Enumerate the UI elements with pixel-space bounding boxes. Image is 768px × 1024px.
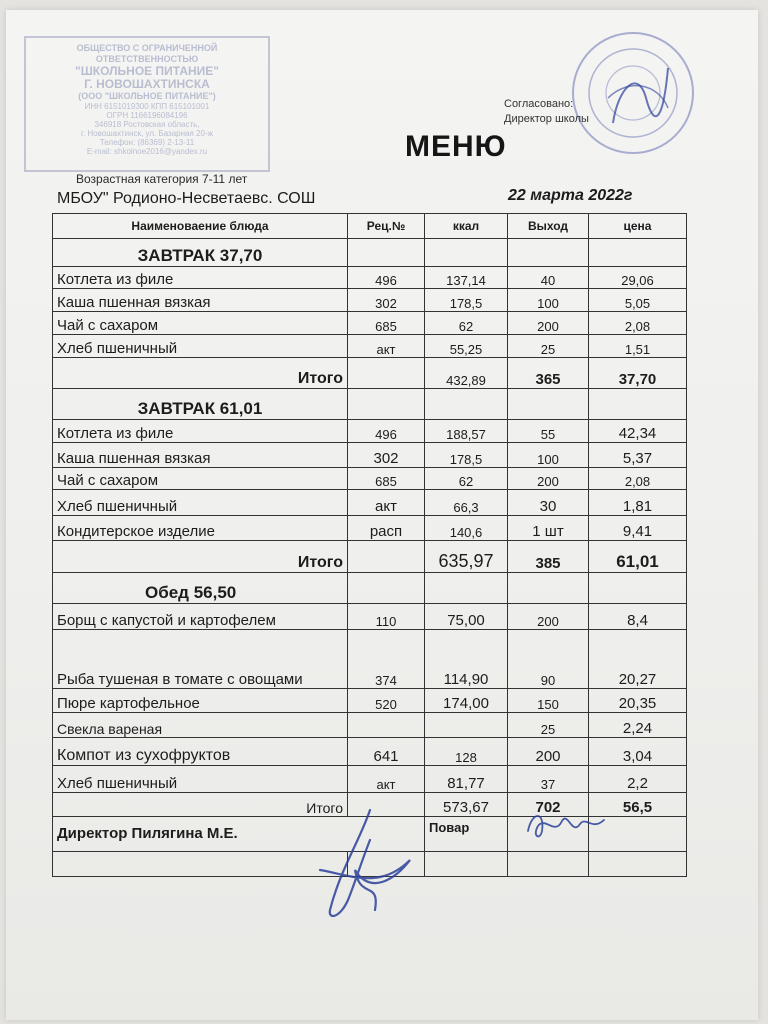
- page-title: МЕНЮ: [405, 130, 507, 163]
- kcal-value: 62: [425, 467, 508, 489]
- section-row: [53, 388, 687, 419]
- kcal-value: 114,90: [425, 630, 508, 689]
- table-row: [53, 630, 687, 689]
- output-value: 100: [508, 288, 589, 311]
- kcal-value: [425, 713, 508, 738]
- price-value: 3,04: [589, 738, 687, 765]
- output-value: 1 шт: [508, 516, 589, 541]
- total-price: 61,01: [589, 541, 687, 572]
- dish-name: Хлеб пшеничный: [53, 765, 348, 792]
- table-row: [53, 266, 687, 288]
- recipe-number: 302: [348, 443, 425, 467]
- output-value: 200: [508, 467, 589, 489]
- kcal-value: 66,3: [425, 489, 508, 515]
- total-kcal: 635,97: [425, 541, 508, 572]
- stamp-line: г. Новошахтинск, ул. Базарная 20-ж: [81, 129, 213, 138]
- output-value: 100: [508, 443, 589, 467]
- kcal-value: 178,5: [425, 288, 508, 311]
- price-value: 2,08: [589, 312, 687, 335]
- total-output: 702: [508, 792, 589, 816]
- recipe-number: расп: [348, 516, 425, 541]
- total-label: Итого: [53, 358, 348, 388]
- price-value: 8,4: [589, 604, 687, 630]
- table-row: [53, 489, 687, 515]
- header-price: цена: [589, 214, 687, 239]
- kcal-value: 75,00: [425, 604, 508, 630]
- total-kcal: 432,89: [425, 358, 508, 388]
- director-label: Директор Пилягина М.Е.: [53, 817, 425, 851]
- company-stamp: [24, 36, 270, 172]
- header-name: Наименоваение блюда: [53, 214, 348, 239]
- stamp-line: "ШКОЛЬНОЕ ПИТАНИЕ": [75, 64, 219, 78]
- recipe-number: 496: [348, 420, 425, 443]
- kcal-value: 140,6: [425, 516, 508, 541]
- table-row: [53, 713, 687, 738]
- price-value: 42,34: [589, 420, 687, 443]
- section-row: [53, 239, 687, 266]
- recipe-number: [348, 713, 425, 738]
- stamp-line: ОТВЕТСТВЕННОСТЬЮ: [95, 54, 199, 64]
- header-recipe: Рец.№: [348, 214, 425, 239]
- output-value: 30: [508, 489, 589, 515]
- stamp-line: Телефон: (86369) 2-13-11: [99, 138, 195, 147]
- section-title: ЗАВТРАК 61,01: [53, 388, 348, 419]
- recipe-number: акт: [348, 335, 425, 358]
- stamp-line: 346918 Ростовская область,: [94, 120, 200, 129]
- price-value: 5,37: [589, 443, 687, 467]
- menu-date: 22 марта 2022г: [508, 187, 633, 204]
- total-label: Итого: [53, 792, 348, 816]
- kcal-value: 55,25: [425, 335, 508, 358]
- stamp-line: Г. НОВОШАХТИНСКА: [84, 77, 210, 91]
- total-output: 365: [508, 358, 589, 388]
- table-row: [53, 288, 687, 311]
- dish-name: Каша пшенная вязкая: [53, 443, 348, 467]
- empty-row: [53, 851, 687, 876]
- recipe-number: 110: [348, 604, 425, 630]
- recipe-number: акт: [348, 489, 425, 515]
- stamp-line: E-mail: shkolnoe2016@yandex.ru: [86, 147, 208, 156]
- table-row: [53, 738, 687, 765]
- dish-name: Рыба тушеная в томате с овощами: [53, 630, 348, 689]
- price-value: 5,05: [589, 288, 687, 311]
- price-value: 2,08: [589, 467, 687, 489]
- recipe-number: 685: [348, 467, 425, 489]
- stamp-line: (ООО "ШКОЛЬНОЕ ПИТАНИЕ"): [78, 91, 216, 101]
- table-row: [53, 420, 687, 443]
- price-value: 29,06: [589, 266, 687, 288]
- kcal-value: 174,00: [425, 688, 508, 712]
- total-price: 56,5: [589, 792, 687, 816]
- kcal-value: 178,5: [425, 443, 508, 467]
- output-value: 25: [508, 335, 589, 358]
- table-row: [53, 467, 687, 489]
- kcal-value: 137,14: [425, 266, 508, 288]
- price-value: 9,41: [589, 516, 687, 541]
- stamp-line: ОГРН 1166196084196: [106, 111, 188, 120]
- table-row: [53, 604, 687, 630]
- output-value: 37: [508, 765, 589, 792]
- recipe-number: 302: [348, 288, 425, 311]
- dish-name: Хлеб пшеничный: [53, 489, 348, 515]
- output-value: 200: [508, 604, 589, 630]
- menu-table: [52, 213, 687, 877]
- recipe-number: 520: [348, 688, 425, 712]
- total-kcal: 573,67: [425, 792, 508, 816]
- output-value: 150: [508, 688, 589, 712]
- price-value: 2,24: [589, 713, 687, 738]
- table-row: [53, 443, 687, 467]
- output-value: 200: [508, 738, 589, 765]
- section-title: Обед 56,50: [53, 572, 348, 603]
- table-row: [53, 765, 687, 792]
- table-row: [53, 688, 687, 712]
- kcal-value: 188,57: [425, 420, 508, 443]
- dish-name: Компот из сухофруктов: [53, 738, 348, 765]
- table-row: [53, 335, 687, 358]
- price-value: 1,81: [589, 489, 687, 515]
- price-value: 20,27: [589, 630, 687, 689]
- dish-name: Чай с сахаром: [53, 467, 348, 489]
- dish-name: Хлеб пшеничный: [53, 335, 348, 358]
- age-category: Возрастная категория 7-11 лет: [76, 172, 248, 186]
- total-row: [53, 541, 687, 572]
- header-kcal: ккал: [425, 214, 508, 239]
- dish-name: Кондитерское изделие: [53, 516, 348, 541]
- stamp-line: ОБЩЕСТВО С ОГРАНИЧЕННОЙ: [76, 43, 218, 53]
- total-row: [53, 358, 687, 388]
- table-header-row: [53, 214, 687, 239]
- stamp-line: ИНН 6151019300 КПП 615101001: [84, 102, 210, 111]
- dish-name: Пюре картофельное: [53, 688, 348, 712]
- dish-name: Борщ с капустой и картофелем: [53, 604, 348, 630]
- school-name: МБОУ" Родионо-Несветаевс. СОШ: [57, 190, 316, 207]
- approval-block: [504, 97, 589, 127]
- output-value: 55: [508, 420, 589, 443]
- recipe-number: 685: [348, 312, 425, 335]
- dish-name: Котлета из филе: [53, 420, 348, 443]
- approval-line1: Согласовано:: [504, 98, 574, 110]
- recipe-number: 496: [348, 266, 425, 288]
- total-price: 37,70: [589, 358, 687, 388]
- recipe-number: акт: [348, 765, 425, 792]
- total-row: [53, 792, 687, 816]
- kcal-value: 128: [425, 738, 508, 765]
- kcal-value: 81,77: [425, 765, 508, 792]
- price-value: 20,35: [589, 688, 687, 712]
- total-label: Итого: [53, 541, 348, 572]
- signature-row: [53, 817, 687, 851]
- dish-name: Свекла вареная: [53, 713, 348, 738]
- kcal-value: 62: [425, 312, 508, 335]
- table-row: [53, 312, 687, 335]
- table-row: [53, 516, 687, 541]
- header-output: Выход: [508, 214, 589, 239]
- total-output: 385: [508, 541, 589, 572]
- output-value: 200: [508, 312, 589, 335]
- dish-name: Чай с сахаром: [53, 312, 348, 335]
- output-value: 90: [508, 630, 589, 689]
- output-value: 25: [508, 713, 589, 738]
- price-value: 1,51: [589, 335, 687, 358]
- section-title: ЗАВТРАК 37,70: [53, 239, 348, 266]
- section-row: [53, 572, 687, 603]
- recipe-number: 641: [348, 738, 425, 765]
- approval-line2: Директор школы: [504, 113, 589, 125]
- price-value: 2,2: [589, 765, 687, 792]
- recipe-number: 374: [348, 630, 425, 689]
- dish-name: Котлета из филе: [53, 266, 348, 288]
- dish-name: Каша пшенная вязкая: [53, 288, 348, 311]
- cook-label: Повар: [425, 817, 508, 851]
- output-value: 40: [508, 266, 589, 288]
